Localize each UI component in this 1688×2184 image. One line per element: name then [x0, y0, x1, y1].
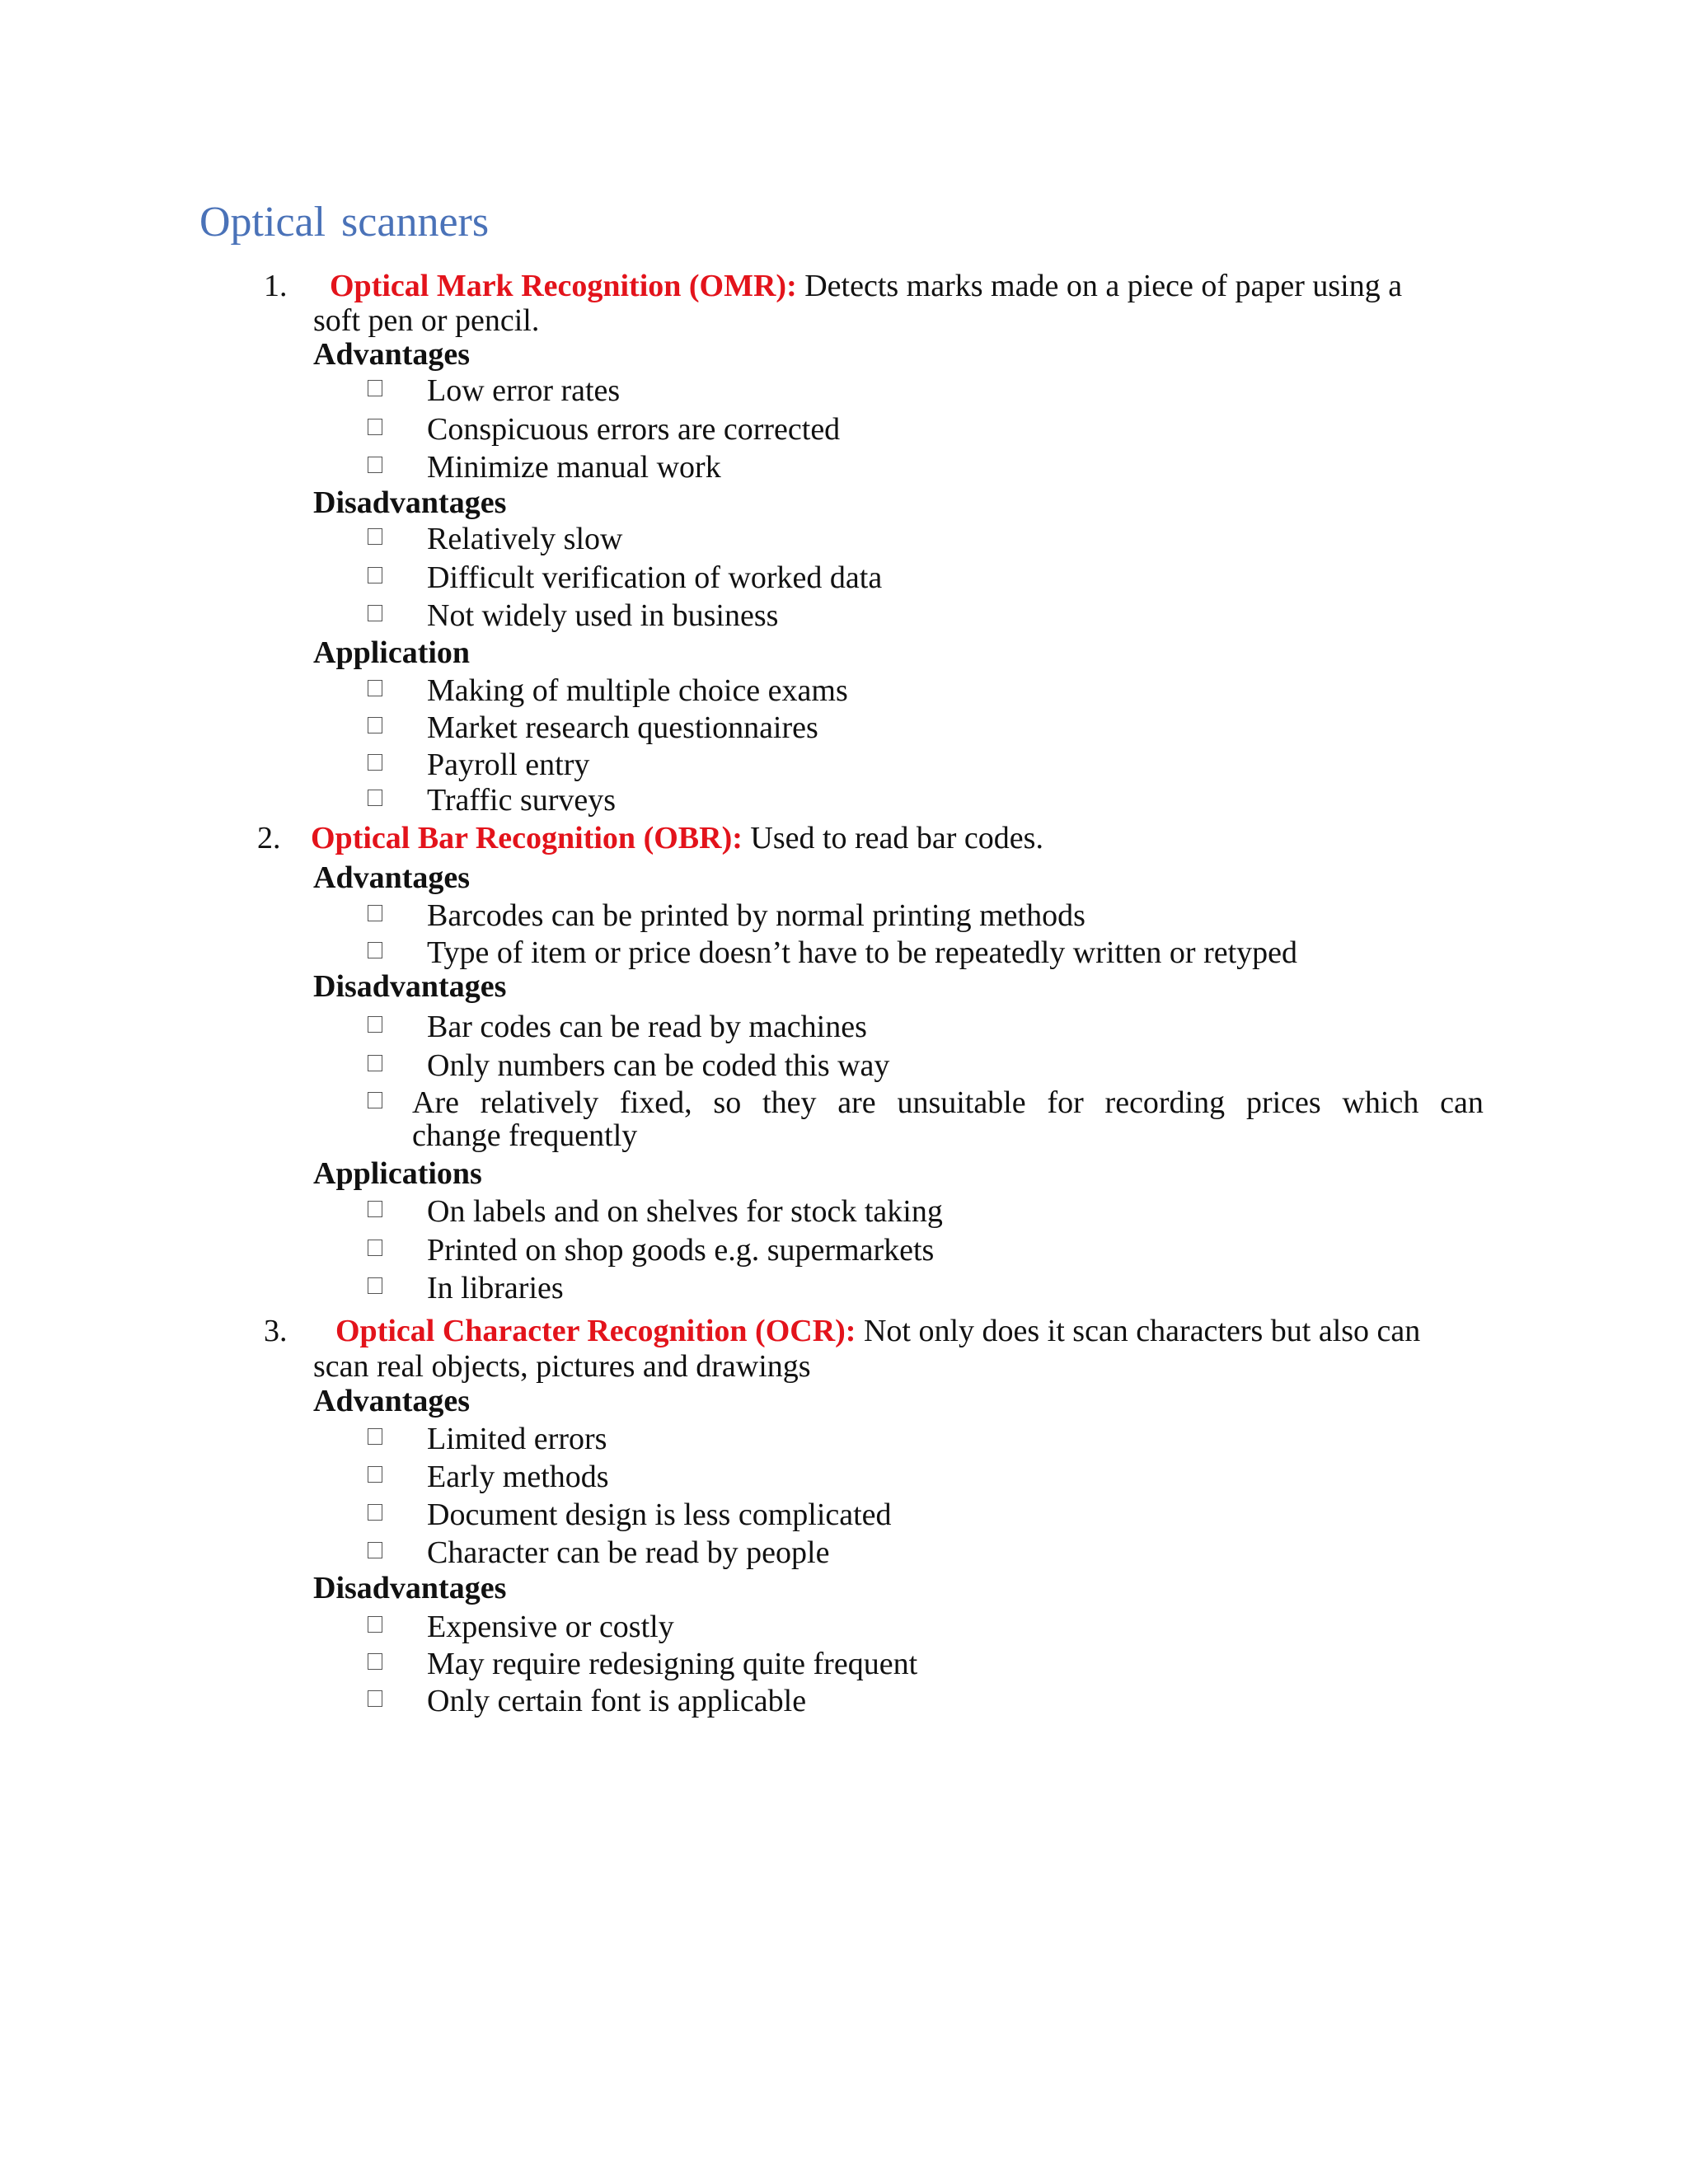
- list-item: Type of item or price doesn’t have to be repeatedly written or retyped: [427, 935, 1298, 970]
- checkbox-icon: [368, 754, 382, 771]
- word: relatively: [480, 1085, 599, 1120]
- list-item: Limited errors: [427, 1422, 607, 1456]
- section-description: Not only does it scan characters but also can: [856, 1314, 1421, 1348]
- list-item: May require redesigning quite frequent: [427, 1647, 918, 1681]
- list-item: Market research questionnaires: [427, 710, 818, 745]
- section-title: Optical Mark Recognition (OMR):: [330, 269, 797, 303]
- section-description-cont: soft pen or pencil.: [313, 303, 540, 338]
- list-item: In libraries: [427, 1271, 564, 1305]
- word: for: [1047, 1085, 1084, 1120]
- list-item: Barcodes can be printed by normal printing methods: [427, 898, 1085, 933]
- section-number: 3.: [264, 1314, 288, 1348]
- checkbox-icon: [368, 1542, 382, 1558]
- section-heading-line: [311, 820, 1043, 856]
- applications-heading: Applications: [313, 1156, 482, 1191]
- word: fixed,: [620, 1085, 692, 1120]
- list-item: Printed on shop goods e.g. supermarkets: [427, 1233, 935, 1268]
- list-item: Payroll entry: [427, 748, 590, 782]
- checkbox-icon: [368, 680, 382, 696]
- checkbox-icon: [368, 567, 382, 583]
- list-item: Only numbers can be coded this way: [427, 1048, 890, 1083]
- checkbox-icon: [368, 1055, 382, 1071]
- list-item: Difficult verification of worked data: [427, 560, 883, 595]
- word: which: [1342, 1085, 1419, 1120]
- checkbox-icon: [368, 1428, 382, 1445]
- word: Are: [412, 1085, 459, 1120]
- word: can: [1440, 1085, 1484, 1120]
- checkbox-icon: [368, 790, 382, 806]
- list-item: Document design is less complicated: [427, 1497, 892, 1532]
- section-heading-line: [330, 268, 1402, 304]
- word: so: [713, 1085, 742, 1120]
- list-item: Only certain font is applicable: [427, 1684, 807, 1718]
- list-item: Relatively slow: [427, 522, 623, 556]
- checkbox-icon: [368, 1016, 382, 1033]
- word: are: [837, 1085, 876, 1120]
- checkbox-icon: [368, 717, 382, 733]
- checkbox-icon: [368, 1240, 382, 1256]
- section-number: 1.: [264, 269, 288, 303]
- application-heading: Application: [313, 635, 471, 670]
- section-heading-line: [335, 1313, 1420, 1349]
- advantages-heading: Advantages: [313, 1384, 471, 1418]
- list-item: Early methods: [427, 1460, 609, 1494]
- list-item: Minimize manual work: [427, 450, 721, 485]
- section-number: 2.: [257, 821, 281, 855]
- checkbox-icon: [368, 457, 382, 473]
- list-item: Low error rates: [427, 373, 621, 408]
- word: recording: [1104, 1085, 1226, 1120]
- page-title: Optical scanners: [199, 199, 490, 246]
- advantages-heading: Advantages: [313, 337, 471, 372]
- word: they: [762, 1085, 817, 1120]
- list-item: Traffic surveys: [427, 783, 617, 818]
- list-item: On labels and on shelves for stock taking: [427, 1194, 943, 1229]
- checkbox-icon: [368, 1092, 382, 1108]
- section-description-cont: scan real objects, pictures and drawings: [313, 1349, 811, 1384]
- disadvantages-heading: Disadvantages: [313, 969, 507, 1004]
- list-item: Character can be read by people: [427, 1535, 830, 1570]
- checkbox-icon: [368, 1653, 382, 1670]
- list-item: Making of multiple choice exams: [427, 673, 848, 708]
- checkbox-icon: [368, 605, 382, 621]
- checkbox-icon: [368, 380, 382, 396]
- word: prices: [1245, 1085, 1321, 1120]
- list-item: Conspicuous errors are corrected: [427, 412, 841, 447]
- section-description: Detects marks made on a piece of paper using a: [796, 269, 1403, 303]
- section-title: Optical Bar Recognition (OBR):: [311, 821, 743, 855]
- section-description: Used to read bar codes.: [742, 821, 1043, 855]
- checkbox-icon: [368, 1616, 382, 1633]
- checkbox-icon: [368, 1201, 382, 1217]
- checkbox-icon: [368, 905, 382, 921]
- section-title: Optical Character Recognition (OCR):: [335, 1314, 856, 1348]
- checkbox-icon: [368, 1466, 382, 1483]
- checkbox-icon: [368, 1690, 382, 1707]
- checkbox-icon: [368, 1277, 382, 1294]
- disadvantages-heading: Disadvantages: [313, 485, 507, 520]
- word: unsuitable: [897, 1085, 1026, 1120]
- checkbox-icon: [368, 1504, 382, 1521]
- checkbox-icon: [368, 942, 382, 958]
- checkbox-icon: [368, 528, 382, 545]
- list-item-cont: change frequently: [412, 1118, 638, 1153]
- disadvantages-heading: Disadvantages: [313, 1571, 507, 1605]
- advantages-heading: Advantages: [313, 860, 471, 895]
- checkbox-icon: [368, 419, 382, 435]
- list-item-justified: [412, 1085, 1484, 1121]
- list-item: Not widely used in business: [427, 598, 779, 633]
- list-item: Bar codes can be read by machines: [427, 1010, 867, 1044]
- list-item: Expensive or costly: [427, 1610, 674, 1644]
